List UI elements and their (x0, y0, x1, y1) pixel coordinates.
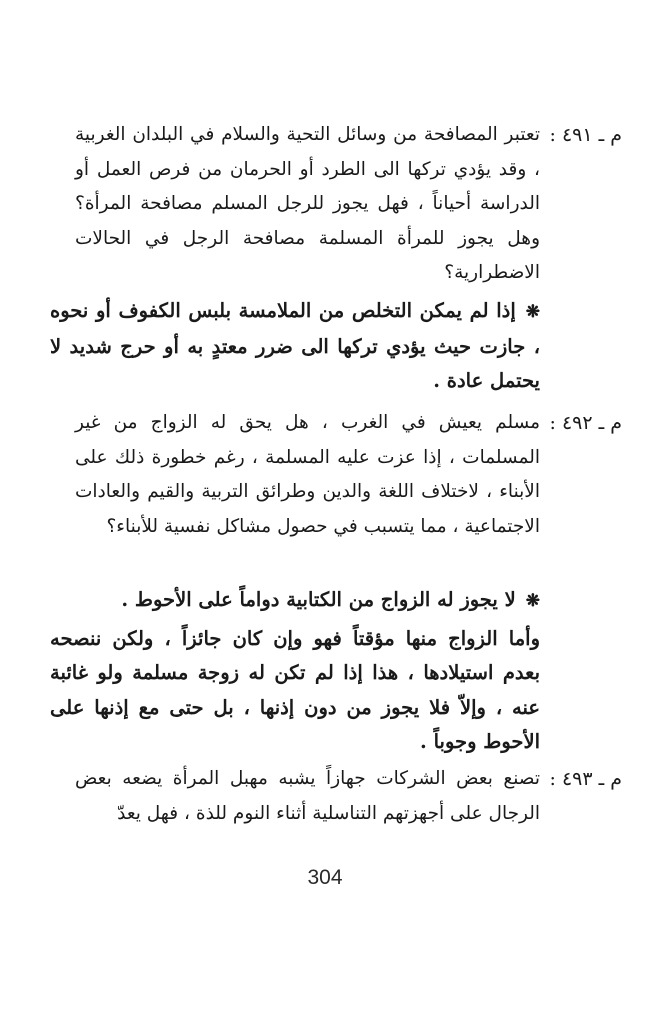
question-number-492: م ـ ٤٩٢ : (549, 412, 622, 434)
answer-491 (50, 294, 540, 399)
answer-text (50, 294, 540, 399)
question-number-493: م ـ ٤٩٣ : (549, 768, 622, 790)
question-text: تصنع بعض الشركات جهازاً يشبه مهبل المرأة يضعه بعض الرجال على أجهزتهم التناسلية أثناء النوم للذة ، فهل يعدّ (75, 768, 540, 824)
question-493 (75, 762, 540, 831)
answer-continuation: وأما الزواج منها مؤقتاً فهو وإن كان جائزاً ، ولكن ننصحه بعدم استيلادها ، هذا إذا لم تكن له زوجة مسلمة ولو غائبة عنه ، وإلاّ فلا يجوز من دون إذنها ، بل حتى مع إذنها على الأحوط وجوباً . (50, 626, 540, 753)
answer-marker-icon: ❋ (525, 591, 540, 611)
answer-text (50, 583, 540, 619)
question-491 (75, 118, 540, 291)
question-text: تعتبر المصافحة من وسائل التحية والسلام في البلدان الغربية ، وقد يؤدي تركها الى الطرد أو الحرمان من فرص العمل أو الدراسة أحياناً ، فهل يجوز للرجل المسلم مصافحة المرأة؟ وهل يجوز للمرأة المسلمة مصافحة الرجل في الحالات الاضطرارية؟ (75, 124, 540, 283)
question-text: مسلم يعيش في الغرب ، هل يحق له الزواج من غير المسلمات ، إذا عزت عليه المسلمة ، رغم خطورة ذلك على الأبناء ، لاختلاف اللغة والدين وطرائق التربية والقيم والعادات الاجتماعية ، مما يتسبب في حصول مشاكل نفسية للأبناء؟ (75, 412, 540, 537)
question-number-491: م ـ ٤٩١ : (549, 124, 622, 146)
answer-body: لا يجوز له الزواج من الكتابية دواماً على الأحوط . (121, 588, 516, 611)
answer-492 (50, 583, 540, 760)
page-number: 304 (307, 866, 343, 889)
answer-body: إذا لم يمكن التخلص من الملامسة بلبس الكفوف أو نحوه ، جازت حيث يؤدي تركها الى ضرر معتدٍ به أو حرج شديد لا يحتمل عادة . (50, 299, 540, 392)
answer-marker-icon: ❋ (525, 302, 540, 322)
question-492 (75, 406, 540, 544)
